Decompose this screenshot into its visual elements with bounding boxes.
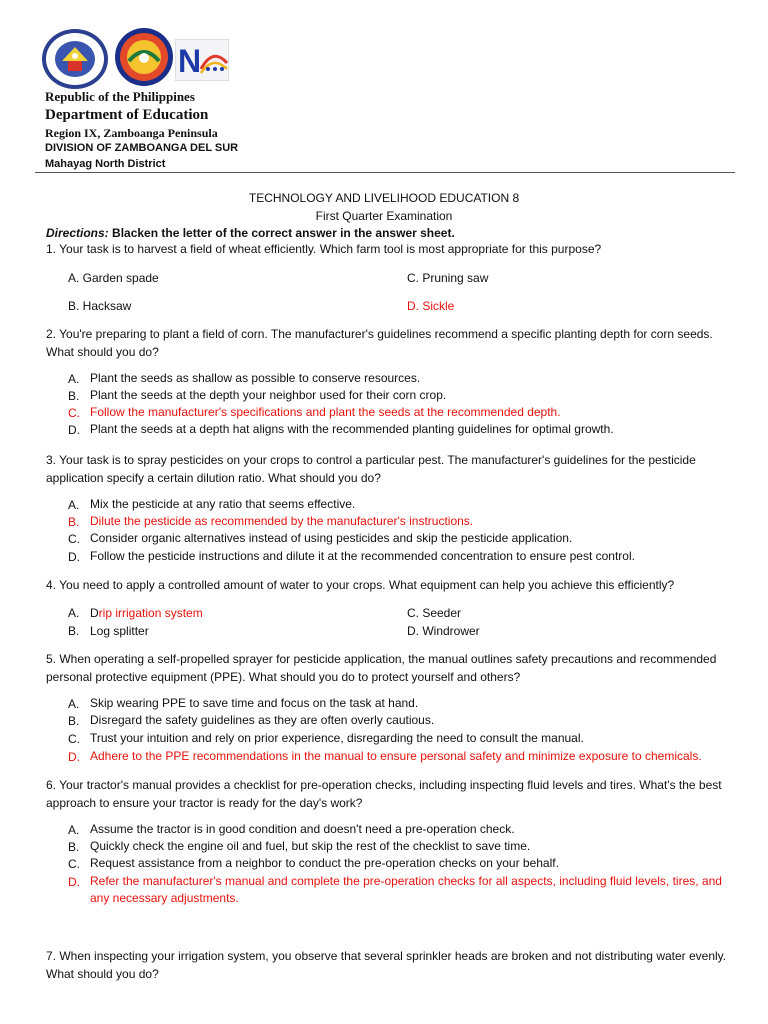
question-5-stem: 5. When operating a self-propelled sprayer for pesticide application, the manual outlines safety precautions and recommended personal protective equipment (PPE). What should you do to protect yourself and others? [46,652,717,684]
q4-option-d[interactable]: D. Windrower [407,624,480,638]
question-1-stem: 1. Your task is to harvest a field of wheat efficiently. Which farm tool is most appropriate for this purpose? [46,242,602,256]
q5-letter-a: A. [68,697,80,711]
q3-option-a[interactable]: Mix the pesticide at any ratio that seems effective. [90,497,356,511]
nap-logo-icon [175,39,229,81]
q6-letter-d: D. [68,875,80,889]
q2-option-b[interactable]: Plant the seeds at the depth your neighbor used for their corn crop. [90,388,447,402]
q5-option-a[interactable]: Skip wearing PPE to save time and focus on the task at hand. [90,696,419,710]
q2-letter-a: A. [68,372,80,386]
district-label: Mahayag North District [45,158,166,170]
header-divider [35,172,735,173]
q1-option-c[interactable]: C. Pruning saw [407,271,489,285]
exam-subject: TECHNOLOGY AND LIVELIHOOD EDUCATION 8 [248,191,520,205]
q4-option-a-first: D [90,606,99,620]
q3-letter-b: B. [68,515,80,529]
q3-letter-a: A. [68,498,80,512]
department-label: Department of Education [45,107,209,123]
q2-option-c-answer[interactable]: Follow the manufacturer's specifications and plant the seeds at the recommended depth. [90,405,561,419]
exam-title: First Quarter Examination [315,209,453,223]
q6-letter-a: A. [68,823,80,837]
q1-option-a[interactable]: A. Garden spade [68,271,159,285]
question-7-stem: 7. When inspecting your irrigation system, you observe that several sprinkler heads are broken and not distributing water evenly. What should you do? [46,949,727,981]
question-4-stem: 4. You need to apply a controlled amount of water to your crops. What equipment can help you achieve this efficiently? [46,578,675,592]
question-6-stem: 6. Your tractor's manual provides a checklist for pre-operation checks, including inspecting fluid levels and tires. What's the best approach to ensure your tractor is ready for the day's work? [46,778,722,810]
q1-option-d-answer[interactable]: D. Sickle [407,299,455,313]
republic-label: Republic of the Philippines [45,89,195,104]
q2-letter-d: D. [68,423,80,437]
division-label: DIVISION OF ZAMBOANGA DEL SUR [45,142,239,154]
q2-letter-c: C. [68,406,80,420]
q3-option-c[interactable]: Consider organic alternatives instead of using pesticides and skip the pesticide application. [90,531,573,545]
q2-option-a[interactable]: Plant the seeds as shallow as possible to conserve resources. [90,371,421,385]
q6-option-a[interactable]: Assume the tractor is in good condition and doesn't need a pre-operation check. [90,822,515,836]
q5-option-b[interactable]: Disregard the safety guidelines as they are often overly cautious. [90,713,435,727]
q3-option-b-answer[interactable]: Dilute the pesticide as recommended by the manufacturer's instructions. [90,514,474,528]
q1-option-b[interactable]: B. Hacksaw [68,299,132,313]
q5-letter-b: B. [68,714,80,728]
question-3-stem: 3. Your task is to spray pesticides on your crops to control a particular pest. The manufacturer's guidelines for the pesticide application specify a certain dilution ratio. What should you do? [46,453,696,485]
q4-letter-b: B. [68,624,80,638]
q2-option-d[interactable]: Plant the seeds at a depth hat aligns with the recommended planting guidelines for optimal growth. [90,422,614,436]
q6-option-c[interactable]: Request assistance from a neighbor to conduct the pre-operation checks on your behalf. [90,856,559,870]
q6-option-d-answer[interactable]: Refer the manufacturer's manual and complete the pre-operation checks for all aspects, including fluid levels, tires, and any necessary adjustments. [90,874,722,905]
q4-option-b[interactable]: Log splitter [90,624,149,638]
directions-label: Directions: [46,226,109,240]
question-2-stem: 2. You're preparing to plant a field of corn. The manufacturer's guidelines recommend a specific planting depth for corn seeds. What should you do? [46,327,713,359]
q5-option-d-answer[interactable]: Adhere to the PPE recommendations in the manual to ensure personal safety and minimize exposure to chemicals. [90,749,702,763]
q6-option-b[interactable]: Quickly check the engine oil and fuel, but skip the rest of the checklist to save time. [90,839,531,853]
svg-text:N: N [178,43,202,79]
division-seal-icon [113,25,175,89]
q2-letter-b: B. [68,389,80,403]
q4-option-c[interactable]: C. Seeder [407,606,462,620]
q4-letter-a: A. [68,606,80,620]
directions [46,226,455,240]
q5-option-c[interactable]: Trust your intuition and rely on prior experience, disregarding the need to consult the manual. [90,731,584,745]
q5-letter-d: D. [68,750,80,764]
q4-option-a-answer[interactable] [90,606,203,620]
q6-letter-c: C. [68,857,80,871]
region-label: Region IX, Zamboanga Peninsula [45,126,218,140]
q3-option-d[interactable]: Follow the pesticide instructions and dilute it at the recommended concentration to ensure pest control. [90,549,635,563]
q4-option-a-rest: rip irrigation system [98,606,203,620]
q5-letter-c: C. [68,732,80,746]
q6-letter-b: B. [68,840,80,854]
q3-letter-d: D. [68,550,80,564]
deped-seal-icon [40,27,110,91]
q3-letter-c: C. [68,532,80,546]
directions-text: Blacken the letter of the correct answer in the answer sheet. [108,226,455,240]
